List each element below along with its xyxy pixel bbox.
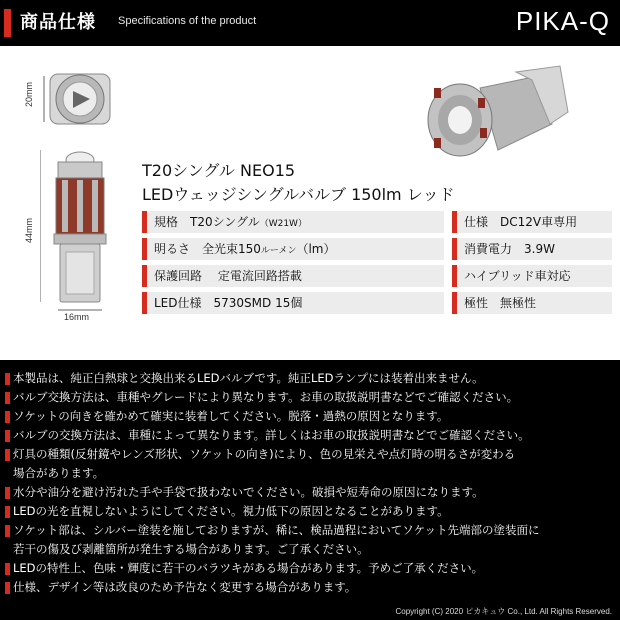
spec-brightness bbox=[142, 238, 444, 260]
dim-top-height: 20mm bbox=[24, 82, 34, 108]
spec-accent-bar bbox=[142, 292, 147, 314]
notice-accent-bar bbox=[5, 411, 10, 423]
spec-standard-text: 規格 T20シングル bbox=[154, 215, 260, 229]
notice-accent-bar bbox=[5, 392, 10, 404]
notice-accent-bar bbox=[5, 373, 10, 385]
spec-hybrid bbox=[452, 265, 612, 287]
spec-polarity-text: 極性 無極性 bbox=[464, 296, 537, 310]
spec-polarity bbox=[452, 292, 612, 314]
spec-power bbox=[452, 238, 612, 260]
spec-power-text: 消費電力 3.9W bbox=[464, 242, 555, 256]
spec-brightness-text: 明るさ 全光束150 bbox=[154, 242, 261, 256]
spec-accent-bar bbox=[142, 238, 147, 260]
brand-logo: PIKA-Q bbox=[515, 6, 610, 36]
notice-accent-bar bbox=[5, 582, 10, 594]
header-bar bbox=[0, 0, 620, 46]
product-photo bbox=[420, 58, 570, 168]
notice-accent-bar bbox=[5, 449, 10, 461]
spec-accent-bar bbox=[452, 292, 457, 314]
product-name-line1: T20シングル NEO15 bbox=[142, 161, 296, 180]
page-subtitle: Specifications of the product bbox=[118, 15, 257, 27]
dim-width: 16mm bbox=[64, 312, 90, 322]
bulb-side-view bbox=[40, 148, 120, 318]
notice-accent-bar bbox=[5, 487, 10, 499]
notice-accent-bar bbox=[5, 525, 10, 537]
page-title: 商品仕様 bbox=[20, 12, 96, 33]
spec-brightness-unit: ルーメン bbox=[260, 246, 297, 256]
bulb-top-view bbox=[40, 58, 120, 134]
notice-accent-bar bbox=[5, 506, 10, 518]
spec-accent-bar bbox=[142, 265, 147, 287]
spec-protection bbox=[142, 265, 444, 287]
spec-led bbox=[142, 292, 444, 314]
copyright-text: Copyright (C) 2020 ピカキュウ Co., Ltd. All Rights Reserved. bbox=[395, 607, 612, 616]
spec-voltage-text: 仕様 DC12V車専用 bbox=[464, 215, 578, 229]
spec-standard bbox=[142, 211, 444, 233]
notice-accent-bar bbox=[5, 563, 10, 575]
spec-accent-bar bbox=[452, 265, 457, 287]
spec-led-text: LED仕様 5730SMD 15個 bbox=[154, 296, 303, 310]
spec-accent-bar bbox=[142, 211, 147, 233]
spec-voltage bbox=[452, 211, 612, 233]
spec-accent-bar bbox=[452, 211, 457, 233]
spec-hybrid-text: ハイブリッド車対応 bbox=[464, 269, 571, 283]
spec-protection-text: 保護回路 定電流回路搭載 bbox=[154, 269, 302, 283]
header-accent-bar bbox=[4, 9, 11, 37]
spec-brightness-lm: （lm） bbox=[296, 242, 336, 256]
dim-side-height: 44mm bbox=[24, 218, 34, 244]
notice-panel: 本製品は、純正白熱球と交換出来るLEDバルブです。純正LEDランプには装着出来ません。 バルブ交換方法は、車種やグレードにより異なります。お車の取扱説明書などでご確認ください。 ソケットの向きを確かめて確実に装着してください。脱落・過熱の原因となります。 バルブの交換方法は、車種によって異なります。詳しくはお車の取扱説明書などでご確認ください。 灯具の種類(反射鏡やレンズ形状、ソケットの向き)により、色の見栄えや点灯時の明るさが変わる 場合があります。 水分や油分を避け汚れた手や手袋で扱わないでください。破損や短寿命の原因になります。 LEDの光を直視しないようにしてください。視力低下の原因となることがあります。 ソケット部は、シルバー塗装を施しておりますが、稀に、検品過程においてソケット先端部の塗装面に 若干の傷及び剥離箇所が発生する場合があります。ご了承ください。 LEDの特性上、色味・輝度に若干のバラツキがある場合があります。予めご了承ください。 仕様、デザイン等は改良のため予告なく変更する場合があります。 Copyright (C) 2020 ピカキュウ Co., Ltd. All Rights Reserved. bbox=[0, 360, 620, 620]
spec-accent-bar bbox=[452, 238, 457, 260]
notice-accent-bar bbox=[5, 430, 10, 442]
product-name-line2: LEDウェッジシングルバルブ 150lm レッド bbox=[142, 185, 455, 204]
spec-standard-note: （W21W） bbox=[259, 219, 307, 229]
